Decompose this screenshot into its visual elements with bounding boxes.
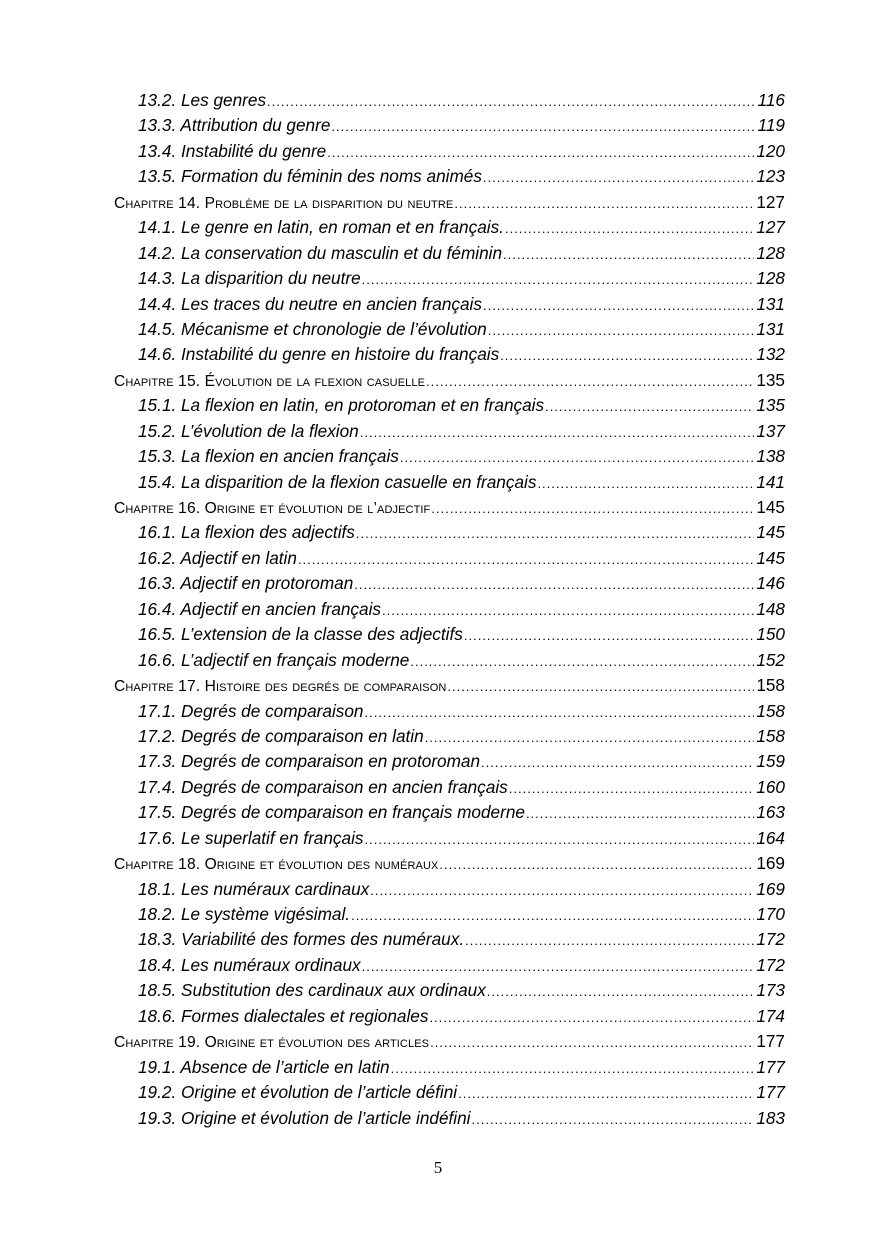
toc-entry-title: 13.2. Les genres bbox=[138, 90, 267, 110]
dot-leader bbox=[505, 216, 754, 241]
toc-entry-title: Chapitre 15. Évolution de la flexion casuelle bbox=[114, 372, 426, 390]
toc-section-entry bbox=[114, 546, 785, 571]
dot-leader bbox=[400, 445, 754, 470]
toc-entry-title: 19.1. Absence de l’article en latin bbox=[138, 1056, 390, 1077]
dot-leader bbox=[503, 242, 754, 267]
toc-entry-title: 14.4. Les traces du neutre en ancien français bbox=[138, 293, 482, 314]
toc-section-entry bbox=[114, 927, 785, 952]
toc-page-number: 145 bbox=[756, 522, 785, 543]
toc-section-entry bbox=[114, 724, 785, 749]
toc-page-number: 131 bbox=[756, 318, 785, 339]
toc-page-number: 138 bbox=[756, 446, 785, 467]
toc-section-entry bbox=[114, 1004, 785, 1029]
toc-entry-title: 16.2. Adjectif en latin bbox=[138, 547, 297, 568]
toc-entry-title: 13.4. Instabilité du genre bbox=[138, 140, 327, 161]
toc-entry-title: 18.6. Formes dialectales et regionales bbox=[138, 1005, 429, 1026]
dot-leader bbox=[483, 165, 754, 190]
toc-section-entry bbox=[114, 520, 785, 545]
dot-leader bbox=[391, 1056, 755, 1081]
dot-leader bbox=[360, 420, 755, 445]
dot-leader bbox=[364, 700, 754, 725]
toc-page-number: 177 bbox=[756, 1031, 785, 1052]
toc-section-entry bbox=[114, 597, 785, 622]
toc-entry-title: 14.3. La disparition du neutre bbox=[138, 268, 361, 289]
toc-entry-title: 18.1. Les numéraux cardinaux bbox=[138, 878, 370, 899]
toc-page-number: 145 bbox=[756, 547, 785, 568]
toc-entry-title: 17.4. Degrés de comparaison en ancien français bbox=[138, 776, 508, 797]
toc-section-entry bbox=[114, 215, 785, 240]
toc-entry-title: 15.4. La disparition de la flexion casuelle en français bbox=[138, 471, 537, 492]
toc-section-entry bbox=[114, 953, 785, 978]
toc-section-entry bbox=[114, 648, 785, 673]
dot-leader bbox=[431, 496, 754, 521]
toc-entry-title: 13.3. Attribution du genre bbox=[138, 115, 331, 136]
toc-page-number: 158 bbox=[756, 725, 785, 746]
dot-leader bbox=[483, 293, 754, 318]
toc-page-number: 164 bbox=[756, 827, 785, 848]
dot-leader bbox=[537, 471, 754, 496]
dot-leader bbox=[526, 801, 754, 826]
toc-entry-title: Chapitre 19. Origine et évolution des articles bbox=[114, 1034, 430, 1052]
dot-leader bbox=[410, 649, 754, 674]
toc-page-number: 172 bbox=[756, 929, 785, 950]
toc-chapter-entry bbox=[114, 495, 785, 520]
toc-entry-title: 14.2. La conservation du masculin et du féminin bbox=[138, 242, 503, 263]
dot-leader bbox=[370, 878, 754, 903]
toc-entry-title: 18.4. Les numéraux ordinaux bbox=[138, 954, 361, 975]
toc-section-entry bbox=[114, 826, 785, 851]
toc-page-number: 116 bbox=[757, 90, 785, 110]
toc-entry-title: Chapitre 16. Origine et évolution de l’adjectif bbox=[114, 500, 431, 517]
dot-leader bbox=[545, 394, 754, 419]
toc-entry-title: 17.2. Degrés de comparaison en latin bbox=[138, 725, 424, 746]
dot-leader bbox=[447, 674, 754, 699]
toc-entry-title: 16.4. Adjectif en ancien français bbox=[138, 598, 381, 619]
toc-page-number: 128 bbox=[756, 268, 785, 289]
dot-leader bbox=[481, 750, 754, 775]
toc-section-entry bbox=[114, 1080, 785, 1105]
toc-section-entry bbox=[114, 470, 785, 495]
toc-entry-title: 16.5. L’extension de la classe des adjectifs bbox=[138, 624, 463, 645]
toc-section-entry bbox=[114, 88, 785, 113]
toc-chapter-entry bbox=[114, 368, 785, 393]
toc-entry-title: 17.3. Degrés de comparaison en protoroman bbox=[138, 751, 481, 772]
toc-page-number: 127 bbox=[756, 217, 785, 238]
toc-page-number: 141 bbox=[756, 471, 785, 492]
toc-page-number: 152 bbox=[756, 649, 785, 670]
toc-section-entry bbox=[114, 393, 785, 418]
toc-entry-title: Chapitre 14. Problème de la disparition du neutre bbox=[114, 194, 454, 212]
dot-leader bbox=[439, 852, 754, 877]
toc-section-entry bbox=[114, 749, 785, 774]
dot-leader bbox=[298, 547, 754, 572]
toc-entry-title: 17.5. Degrés de comparaison en français moderne bbox=[138, 802, 525, 823]
toc-section-entry bbox=[114, 571, 785, 596]
toc-page-number: 135 bbox=[756, 369, 785, 390]
toc-page-number: 158 bbox=[756, 675, 785, 696]
toc-page-number: 145 bbox=[756, 497, 785, 517]
dot-leader bbox=[351, 903, 754, 928]
toc-page-number: 146 bbox=[756, 573, 785, 594]
toc-page-number: 148 bbox=[756, 598, 785, 619]
toc-page-number: 169 bbox=[756, 853, 785, 874]
dot-leader bbox=[509, 776, 755, 801]
dot-leader bbox=[362, 954, 755, 979]
toc-page-number: 160 bbox=[756, 776, 785, 797]
toc-entry-title: 19.2. Origine et évolution de l’article défini bbox=[138, 1082, 458, 1103]
toc-section-entry bbox=[114, 444, 785, 469]
toc-page-number: 183 bbox=[756, 1107, 785, 1128]
toc-entry-title: 18.5. Substitution des cardinaux aux ordinaux bbox=[138, 980, 486, 1001]
dot-leader bbox=[488, 318, 755, 343]
toc-entry-title: 15.3. La flexion en ancien français bbox=[138, 446, 399, 467]
toc-entry-title: 14.1. Le genre en latin, en roman et en français. bbox=[138, 217, 504, 238]
dot-leader bbox=[458, 1081, 754, 1106]
toc-entry-title: 18.3. Variabilité des formes des numéraux. bbox=[138, 929, 465, 950]
dot-leader bbox=[267, 89, 756, 114]
toc-page-number: 158 bbox=[756, 700, 785, 721]
toc-entry-title: 16.3. Adjectif en protoroman bbox=[138, 573, 354, 594]
dot-leader bbox=[465, 928, 754, 953]
dot-leader bbox=[500, 343, 754, 368]
dot-leader bbox=[464, 623, 754, 648]
toc-section-entry bbox=[114, 902, 785, 927]
dot-leader bbox=[472, 1107, 755, 1132]
dot-leader bbox=[426, 369, 754, 394]
toc-page-number: 132 bbox=[756, 344, 785, 365]
toc-section-entry bbox=[114, 775, 785, 800]
toc-page-number: 172 bbox=[756, 954, 785, 975]
toc-page-number: 119 bbox=[757, 115, 785, 136]
toc-entry-title: 14.5. Mécanisme et chronologie de l’évolution bbox=[138, 318, 487, 339]
page-number: 5 bbox=[433, 1158, 443, 1177]
dot-leader bbox=[430, 1030, 754, 1055]
toc-section-entry bbox=[114, 317, 785, 342]
toc-section-entry bbox=[114, 978, 785, 1003]
dot-leader bbox=[362, 267, 755, 292]
dot-leader bbox=[327, 140, 754, 165]
toc-page-number: 127 bbox=[756, 191, 785, 212]
dot-leader bbox=[425, 725, 755, 750]
toc-entry-title: 19.3. Origine et évolution de l’article indéfini bbox=[138, 1107, 471, 1128]
toc-chapter-entry bbox=[114, 190, 785, 215]
toc-chapter-entry bbox=[114, 1029, 785, 1054]
toc-page-number: 169 bbox=[756, 878, 785, 899]
table-of-contents bbox=[114, 88, 785, 1131]
toc-page-number: 163 bbox=[756, 802, 785, 823]
toc-page-number: 159 bbox=[756, 751, 785, 772]
dot-leader bbox=[331, 114, 755, 139]
toc-entry-title: 16.1. La flexion des adjectifs bbox=[138, 522, 355, 543]
toc-page-number: 128 bbox=[756, 242, 785, 263]
toc-entry-title: 14.6. Instabilité du genre en histoire du français bbox=[138, 344, 500, 365]
dot-leader bbox=[356, 521, 754, 546]
toc-entry-title: Chapitre 17. Histoire des degrés de comparaison bbox=[114, 678, 447, 696]
toc-section-entry bbox=[114, 241, 785, 266]
toc-chapter-entry bbox=[114, 851, 785, 876]
toc-page-number: 173 bbox=[756, 980, 785, 1001]
toc-entry-title: 13.5. Formation du féminin des noms animés bbox=[138, 166, 482, 187]
toc-page-number: 177 bbox=[756, 1082, 785, 1103]
toc-page-number: 123 bbox=[756, 166, 785, 187]
toc-page-number: 150 bbox=[756, 624, 785, 645]
toc-section-entry bbox=[114, 1106, 785, 1131]
toc-section-entry bbox=[114, 342, 785, 367]
toc-section-entry bbox=[114, 292, 785, 317]
dot-leader bbox=[454, 191, 754, 216]
toc-entry-title: 15.2. L’évolution de la flexion bbox=[138, 420, 359, 441]
toc-section-entry bbox=[114, 1055, 785, 1080]
dot-leader bbox=[429, 1005, 754, 1030]
toc-page-number: 174 bbox=[756, 1005, 785, 1026]
toc-page-number: 137 bbox=[756, 420, 785, 441]
toc-page-number: 135 bbox=[756, 395, 785, 416]
toc-entry-title: 18.2. Le système vigésimal. bbox=[138, 904, 351, 924]
toc-section-entry bbox=[114, 266, 785, 291]
toc-page-number: 120 bbox=[756, 140, 785, 161]
toc-section-entry bbox=[114, 622, 785, 647]
toc-entry-title: 15.1. La flexion en latin, en protoroman et en français bbox=[138, 395, 545, 416]
toc-section-entry bbox=[114, 800, 785, 825]
toc-page-number: 131 bbox=[756, 293, 785, 314]
toc-section-entry bbox=[114, 419, 785, 444]
toc-page-number: 177 bbox=[756, 1056, 785, 1077]
toc-chapter-entry bbox=[114, 673, 785, 698]
toc-entry-title: 17.1. Degrés de comparaison bbox=[138, 700, 364, 721]
toc-section-entry bbox=[114, 877, 785, 902]
toc-section-entry bbox=[114, 139, 785, 164]
toc-page-number: 170 bbox=[756, 904, 785, 924]
toc-section-entry bbox=[114, 164, 785, 189]
dot-leader bbox=[382, 598, 754, 623]
dot-leader bbox=[354, 572, 754, 597]
toc-section-entry bbox=[114, 699, 785, 724]
dot-leader bbox=[487, 979, 755, 1004]
toc-entry-title: 17.6. Le superlatif en français bbox=[138, 827, 364, 848]
toc-entry-title: 16.6. L’adjectif en français moderne bbox=[138, 649, 410, 670]
dot-leader bbox=[365, 827, 755, 852]
toc-section-entry bbox=[114, 113, 785, 138]
toc-entry-title: Chapitre 18. Origine et évolution des numéraux bbox=[114, 856, 439, 874]
